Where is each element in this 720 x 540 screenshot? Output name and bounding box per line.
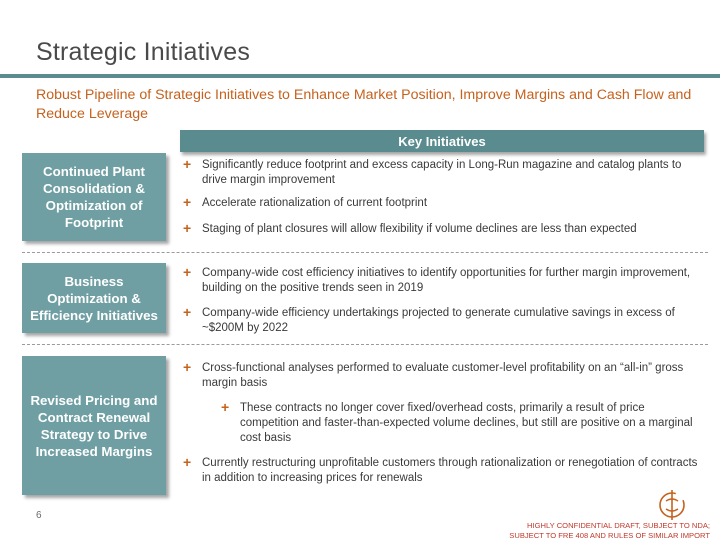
plus-icon: +	[221, 399, 230, 415]
bullet-text: Accelerate rationalization of current footprint	[202, 197, 428, 209]
bullet-item	[180, 222, 700, 237]
section-divider	[22, 252, 708, 253]
sub-bullet-item	[180, 401, 700, 446]
bullet-item	[180, 266, 700, 296]
bullet-text: Significantly reduce footprint and excess capacity in Long-Run magazine and catalog plants to drive margin improvement	[202, 159, 682, 186]
bullet-text: These contracts no longer cover fixed/overhead costs, primarily a result of price competition and faster-than-expected volume declines, but still are positive on a marginal cost basis	[240, 402, 693, 444]
plus-icon: +	[183, 359, 192, 375]
plus-icon: +	[183, 156, 192, 172]
bullet-item	[180, 196, 700, 211]
bullet-item	[180, 361, 700, 391]
key-initiatives-label: Key Initiatives	[398, 133, 486, 149]
section-label-business-optimization: Business Optimization & Efficiency Initiatives	[22, 263, 166, 333]
key-initiatives-header	[180, 130, 704, 152]
bullet-text: Company-wide cost efficiency initiatives to identify opportunities for further margin improvement, building on the positive trends seen in 2019	[202, 267, 691, 294]
section-bullets-plant-consolidation	[180, 158, 700, 237]
bullet-item	[180, 158, 700, 188]
section-bullets-business-optimization	[180, 266, 700, 336]
plus-icon: +	[183, 264, 192, 280]
page-number: 6	[36, 510, 42, 521]
bullet-item	[180, 306, 700, 336]
title-rule	[0, 74, 720, 78]
company-logo-icon	[655, 488, 689, 522]
confidentiality-note	[430, 521, 710, 540]
bullet-text: Cross-functional analyses performed to evaluate customer-level profitability on an “all-in” gross margin basis	[202, 362, 684, 389]
bullet-text: Staging of plant closures will allow flexibility if volume declines are less than expected	[202, 223, 637, 235]
bullet-item	[180, 456, 700, 486]
confidentiality-line-2: SUBJECT TO FRE 408 AND RULES OF SIMILAR IMPORT	[509, 530, 710, 540]
plus-icon: +	[183, 220, 192, 236]
bullet-text: Company-wide efficiency undertakings projected to generate cumulative savings in excess of ~$200M by 2022	[202, 307, 675, 334]
plus-icon: +	[183, 454, 192, 470]
section-label-revised-pricing: Revised Pricing and Contract Renewal Strategy to Drive Increased Margins	[22, 356, 166, 495]
confidentiality-line-1: HIGHLY CONFIDENTIAL DRAFT, SUBJECT TO NDA;	[527, 521, 710, 530]
slide-subtitle: Robust Pipeline of Strategic Initiatives to Enhance Market Position, Improve Margins and Cash Flow and Reduce Leverage	[36, 87, 692, 122]
section-bullets-revised-pricing	[180, 361, 700, 486]
plus-icon: +	[183, 194, 192, 210]
bullet-text: Currently restructuring unprofitable customers through rationalization or renegotiation of contracts in addition to increasing prices for renewals	[202, 457, 698, 484]
section-divider	[22, 344, 708, 345]
plus-icon: +	[183, 304, 192, 320]
section-label-plant-consolidation: Continued Plant Consolidation & Optimization of Footprint	[22, 153, 166, 241]
slide-title: Strategic Initiatives	[36, 38, 251, 66]
